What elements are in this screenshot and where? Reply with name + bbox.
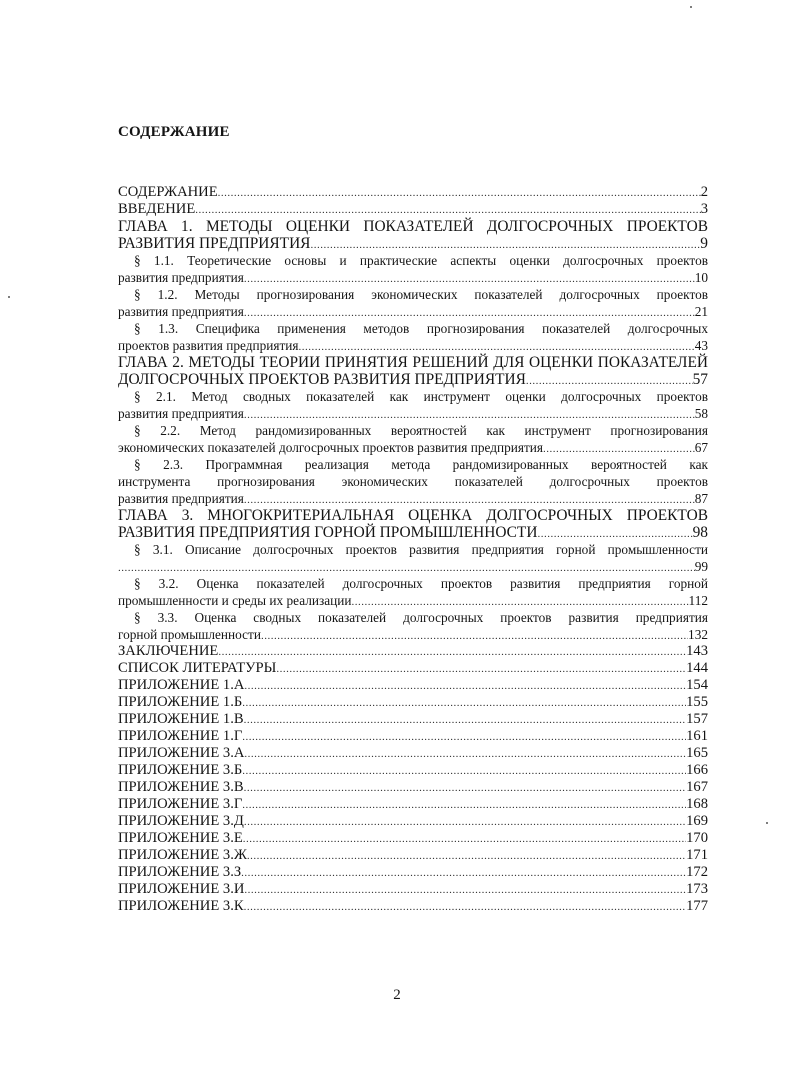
dot-leader: [242, 695, 686, 712]
toc-entry-introduction[interactable]: ВВЕДЕНИЕ ..... 3: [118, 201, 708, 218]
dot-leader: [247, 848, 686, 865]
table-of-contents: [118, 184, 708, 915]
page-ref: 177: [686, 898, 708, 914]
dot-leader: [244, 882, 686, 899]
page-ref: 172: [686, 864, 708, 880]
toc-entry-appendix-3b[interactable]: ПРИЛОЖЕНИЕ 3.Б ..... 166: [118, 762, 708, 779]
toc-entry-chapter-1[interactable]: ГЛАВА 1. МЕТОДЫ ОЦЕНКИ ПОКАЗАТЕЛЕЙ ДОЛГОСРОЧНЫХ ПРОЕКТОВ РАЗВИТИЯ ПРЕДПРИЯТИЯ ..... 9: [118, 218, 708, 252]
toc-entry-chapter-3[interactable]: ГЛАВА 3. МНОГОКРИТЕРИАЛЬНАЯ ОЦЕНКА ДОЛГОСРОЧНЫХ ПРОЕКТОВ РАЗВИТИЯ ПРЕДПРИЯТИЯ ГОРНОЙ ПРОМЫШЛЕННОСТИ ..... 98: [118, 507, 708, 541]
page-ref: 161: [686, 728, 708, 744]
dot-leader: [243, 831, 686, 848]
toc-entry-appendix-3a[interactable]: ПРИЛОЖЕНИЕ 3.А ..... 165: [118, 745, 708, 762]
toc-entry-section-3-1[interactable]: § 3.1. Описание долгосрочных проектов развития предприятия горной промышленности ..... 99: [118, 541, 708, 575]
toc-entry-appendix-3e[interactable]: ПРИЛОЖЕНИЕ 3.Е ..... 170: [118, 830, 708, 847]
page-ref: 43: [694, 338, 708, 353]
page-ref: 99: [694, 559, 708, 574]
page-ref: 167: [686, 779, 708, 795]
toc-entry-contents[interactable]: СОДЕРЖАНИЕ ..... 2: [118, 184, 708, 201]
toc-entry-section-3-2[interactable]: § 3.2. Оценка показателей долгосрочных проектов развития предприятия горной промышленности и среды их реализации ..... 112: [118, 575, 708, 609]
dot-leader: [244, 746, 686, 763]
toc-entry-section-3-3[interactable]: § 3.3. Оценка сводных показателей долгосрочных проектов развития предприятия горной промышленности ..... 132: [118, 609, 708, 643]
page-ref: 3: [700, 201, 708, 217]
toc-entry-references[interactable]: СПИСОК ЛИТЕРАТУРЫ ..... 144: [118, 660, 708, 677]
page-ref: 171: [686, 847, 708, 863]
page-ref: 10: [694, 270, 708, 285]
page-ref: 58: [694, 406, 708, 421]
page-ref: 2: [700, 184, 708, 200]
page-ref: 157: [686, 711, 708, 727]
toc-entry-chapter-2[interactable]: ГЛАВА 2. МЕТОДЫ ТЕОРИИ ПРИНЯТИЯ РЕШЕНИЙ ДЛЯ ОЦЕНКИ ПОКАЗАТЕЛЕЙ ДОЛГОСРОЧНЫХ ПРОЕКТОВ РАЗВИТИЯ ПРЕДПРИЯТИЯ ..... 57: [118, 354, 708, 388]
page-ref: 98: [692, 524, 708, 541]
page-ref: 21: [694, 304, 708, 319]
dot-leader: [242, 763, 686, 780]
dot-leader: [244, 678, 686, 695]
dot-leader: [218, 644, 686, 661]
page-ref: 144: [686, 660, 708, 676]
dot-leader: [242, 729, 686, 746]
page-ref: 67: [694, 440, 708, 455]
page-ref: 112: [688, 593, 708, 608]
toc-entry-appendix-1v[interactable]: ПРИЛОЖЕНИЕ 1.В ..... 157: [118, 711, 708, 728]
page-ref: 57: [692, 371, 708, 388]
dot-leader: [244, 899, 687, 916]
scan-speck: [8, 296, 10, 298]
page-ref: 143: [686, 643, 708, 659]
dot-leader: [242, 797, 686, 814]
toc-entry-section-2-2[interactable]: § 2.2. Метод рандомизированных вероятностей как инструмент прогнозирования экономических показателей долгосрочных проектов развития предприятия ..... 67: [118, 422, 708, 456]
scan-speck: [690, 6, 692, 8]
toc-entry-appendix-1g[interactable]: ПРИЛОЖЕНИЕ 1.Г ..... 161: [118, 728, 708, 745]
toc-entry-appendix-3zh[interactable]: ПРИЛОЖЕНИЕ 3.Ж ..... 171: [118, 847, 708, 864]
dot-leader: [244, 814, 686, 831]
page-ref: 166: [686, 762, 708, 778]
dot-leader: [276, 661, 686, 678]
toc-entry-appendix-1a[interactable]: ПРИЛОЖЕНИЕ 1.А ..... 154: [118, 677, 708, 694]
page-ref: 132: [688, 627, 708, 642]
toc-entry-section-2-1[interactable]: § 2.1. Метод сводных показателей как инструмент оценки долгосрочных проектов развития предприятия ..... 58: [118, 388, 708, 422]
toc-entry-appendix-1b[interactable]: ПРИЛОЖЕНИЕ 1.Б ..... 155: [118, 694, 708, 711]
toc-entry-appendix-3d[interactable]: ПРИЛОЖЕНИЕ 3.Д ..... 169: [118, 813, 708, 830]
dot-leader: [195, 202, 700, 219]
page-ref: 87: [694, 491, 708, 506]
toc-entry-appendix-3z[interactable]: ПРИЛОЖЕНИЕ 3.З ..... 172: [118, 864, 708, 881]
dot-leader: [244, 712, 687, 729]
toc-entry-section-1-2[interactable]: § 1.2. Методы прогнозирования экономических показателей долгосрочных проектов развития предприятия ..... 21: [118, 286, 708, 320]
page-ref: 165: [686, 745, 708, 761]
toc-entry-appendix-3k[interactable]: ПРИЛОЖЕНИЕ 3.К ..... 177: [118, 898, 708, 915]
toc-entry-appendix-3g[interactable]: ПРИЛОЖЕНИЕ 3.Г ..... 168: [118, 796, 708, 813]
page-ref: 168: [686, 796, 708, 812]
page-ref: 173: [686, 881, 708, 897]
toc-entry-appendix-3v[interactable]: ПРИЛОЖЕНИЕ 3.В ..... 167: [118, 779, 708, 796]
toc-entry-appendix-3i[interactable]: ПРИЛОЖЕНИЕ 3.И ..... 173: [118, 881, 708, 898]
toc-entry-section-2-3[interactable]: § 2.3. Программная реализация метода рандомизированных вероятностей как инструмента прогнозирования экономических показателей долгосрочных проектов развития предприятия ..... 87: [118, 456, 708, 507]
toc-entry-conclusion[interactable]: ЗАКЛЮЧЕНИЕ ..... 143: [118, 643, 708, 660]
page-ref: 170: [686, 830, 708, 846]
dot-leader: [241, 865, 686, 882]
page-number: 2: [393, 987, 401, 1003]
page-ref: 169: [686, 813, 708, 829]
toc-entry-section-1-1[interactable]: § 1.1. Теоретические основы и практические аспекты оценки долгосрочных проектов развития предприятия ..... 10: [118, 252, 708, 286]
dot-leader: [261, 628, 688, 645]
scan-speck: [766, 822, 768, 824]
page-ref: 154: [686, 677, 708, 693]
dot-leader: [244, 780, 687, 797]
page-title: СОДЕРЖАНИЕ: [118, 124, 230, 140]
page-ref: 155: [686, 694, 708, 710]
dot-leader: [218, 185, 701, 202]
toc-entry-section-1-3[interactable]: § 1.3. Специфика применения методов прогнозирования показателей долгосрочных проектов развития предприятия ..... 43: [118, 320, 708, 354]
page-ref: 9: [700, 235, 708, 252]
